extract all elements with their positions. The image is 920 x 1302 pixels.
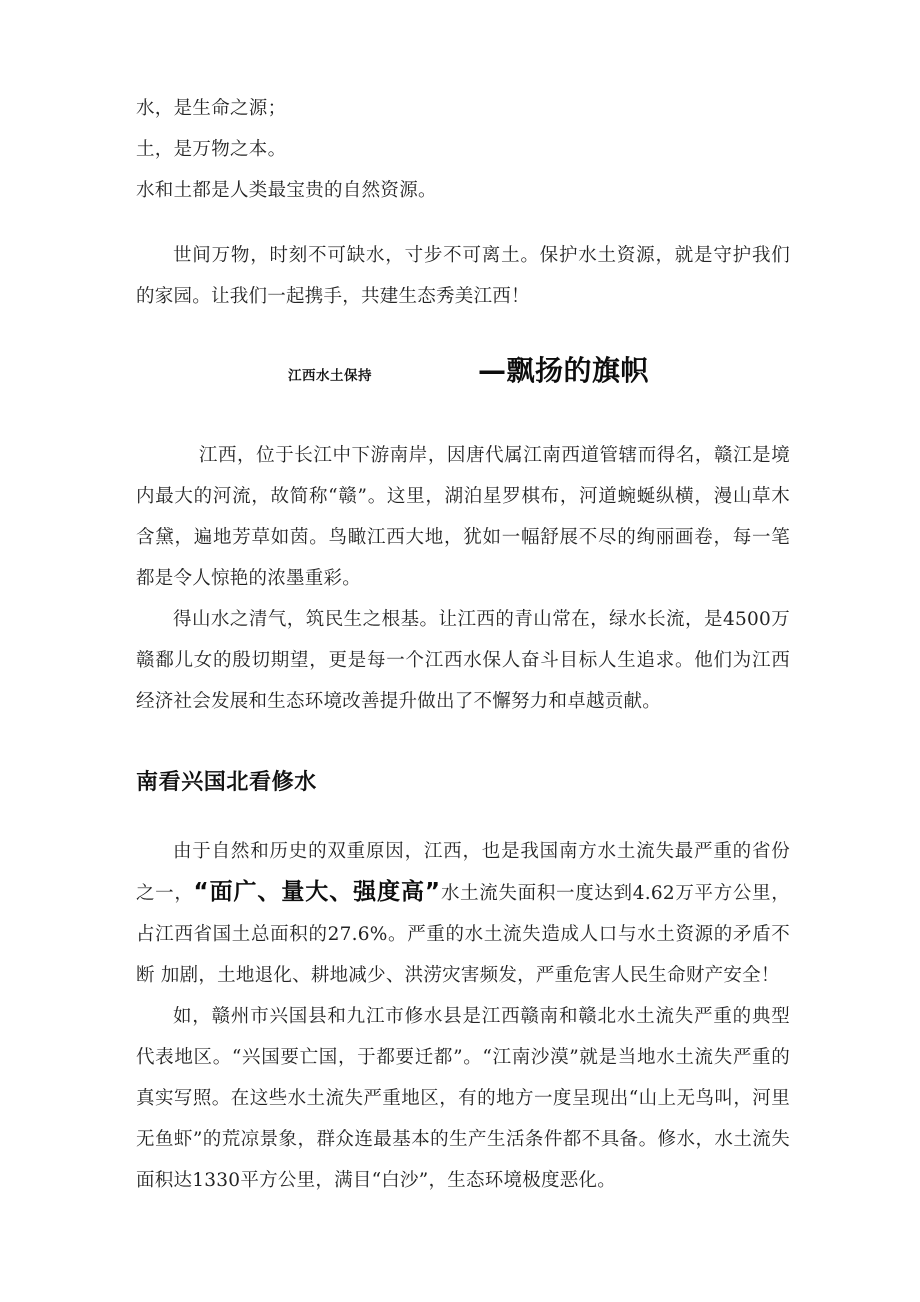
intro-line-3: 水和土都是人类最宝贵的自然资源。 — [136, 180, 437, 201]
document-body — [136, 88, 790, 1201]
paragraph-erosion-part-1: 由于自然和历史的双重原因，江西，也是我国南方水土流失最严重的省份之一， — [136, 841, 790, 904]
paragraph-erosion-part-2: 水土流失面积一度达到4.62万平方公里， 占江西省国土总面积的27.6%。严重的水土流失造成人口与水土资源的矛盾不断 加剧，土地退化、耕地减少、洪涝灾害频发，严重危害人民生命财产安全！ — [136, 883, 790, 986]
paragraph-examples: 如，赣州市兴国县和九江市修水县是江西赣南和赣北水土流失严重的典型代表地区。“兴国要亡国，于都要迁都”。“江南沙漠”就是当地水土流失严重的真实写照。在这些水土流失严重地区，有的地方一度呈现出“山上无鸟叫，河里无鱼虾”的荒凉景象，群众连最基本的生产生活条件都不具备。修水，水土流失面积达1330平方公里，满目“白沙”，生态环境极度恶化。 — [136, 1006, 790, 1191]
paragraph-erosion — [136, 831, 790, 996]
banner-large-title: —飘扬的旗帜 — [478, 354, 650, 387]
section-heading-xingguo-xiushui: 南看兴国北看修水 — [136, 770, 317, 795]
paragraph-aspiration: 得山水之清气，筑民生之根基。让江西的青山常在，绿水长流，是4500万赣鄱儿女的殷切期望，更是每一个江西水保人奋斗目标人生追求。他们为江西经济社会发展和生态环境改善提升做出了不懈努力和卓越贡献。 — [136, 609, 790, 712]
banner-small-title: 江西水土保持 — [288, 368, 372, 384]
intro-line-2: 土，是万物之本。 — [136, 139, 287, 160]
banner-title-row — [136, 350, 790, 402]
spacer — [136, 722, 790, 768]
spacer — [136, 798, 790, 831]
intro-paragraph: 世间万物，时刻不可缺水，寸步不可离土。保护水土资源，就是守护我们的家园。让我们一起携手，共建生态秀美江西！ — [136, 245, 790, 307]
spacer — [136, 211, 790, 235]
paragraph-erosion-emphasis: “面广、量大、强度高” — [193, 879, 441, 905]
spacer — [136, 317, 790, 350]
paragraph-jiangxi-overview: 江西，位于长江中下游南岸，因唐代属江南西道管辖而得名，赣江是境内最大的河流，故简称“赣”。这里，湖泊星罗棋布，河道蜿蜒纵横，漫山草木含黛，遍地芳草如茵。鸟瞰江西大地，犹如一幅舒展不尽的绚丽画卷，每一笔都是令人惊艳的浓墨重彩。 — [136, 445, 790, 589]
intro-line-1: 水，是生命之源； — [136, 98, 287, 119]
spacer — [136, 402, 790, 435]
